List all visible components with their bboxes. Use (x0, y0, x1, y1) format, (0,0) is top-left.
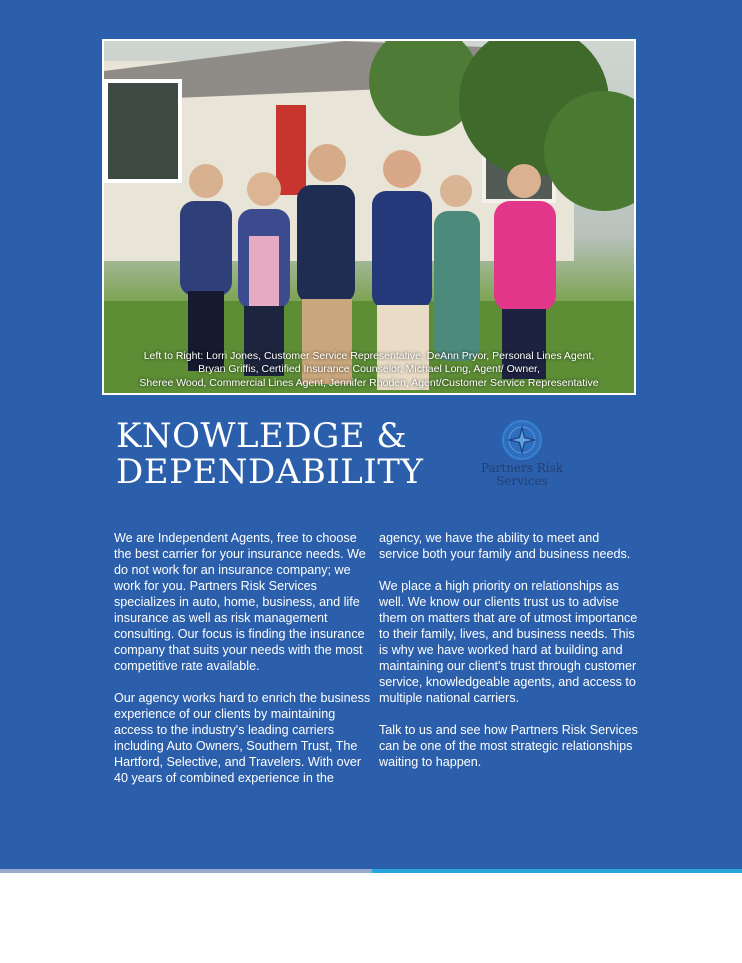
partners-risk-logo (470, 418, 570, 493)
team-photo (102, 39, 636, 395)
photo-caption (104, 350, 634, 391)
body-paragraph: Talk to us and see how Partners Risk Services can be one of the most strategic relationships waiting to happen. (379, 723, 638, 769)
footer-rule-left (0, 869, 372, 873)
title-line: DEPENDABILITY (116, 452, 424, 492)
body-column-right (379, 530, 641, 786)
title-line: KNOWLEDGE & (116, 416, 408, 456)
page-title (116, 418, 423, 490)
logo-line: Partners Risk (480, 461, 564, 475)
caption-line: Sheree Wood, Commercial Lines Agent, Jennifer Rhoden, Agent/Customer Service Representative (139, 376, 599, 389)
body-column-left (114, 530, 376, 802)
team-photo-illustration (104, 41, 634, 393)
body-paragraph: We place a high priority on relationships as well. We know our clients trust us to advise them on matters that are of utmost importance to their family, lives, and business needs. This is why we have worked hard at building and maintaining our client's trust through customer service, knowledgeable agents, and access to multiple national carriers. (379, 579, 638, 705)
logo-wordmark (470, 462, 574, 488)
compass-star-icon (502, 420, 542, 460)
logo-line: Services (496, 474, 548, 488)
body-paragraph: Our agency works hard to enrich the business experience of our clients by maintaining access to the industry's leading carriers including Auto Owners, Southern Trust, The Hartford, Selective, and Travelers. With over 40 years of combined experience in the (114, 691, 371, 785)
caption-line: Bryan Griffis, Certified Insurance Counselor, Michael Long, Agent/ Owner, (198, 363, 540, 375)
body-paragraph: We are Independent Agents, free to choose the best carrier for your insurance needs. We do not work for an insurance company; we work for you. Partners Risk Services specializes in auto, home, business, and life insurance as well as risk management consulting. Our focus is finding the insurance company that suits your needs with the most competitive rate available. (114, 531, 366, 673)
body-paragraph: agency, we have the ability to meet and service both your family and business needs. (379, 531, 631, 561)
footer-rule-right (372, 869, 742, 873)
caption-line: Left to Right: Lorri Jones, Customer Service Representative, DeAnn Pryor, Personal Lines Agent, (143, 349, 595, 362)
